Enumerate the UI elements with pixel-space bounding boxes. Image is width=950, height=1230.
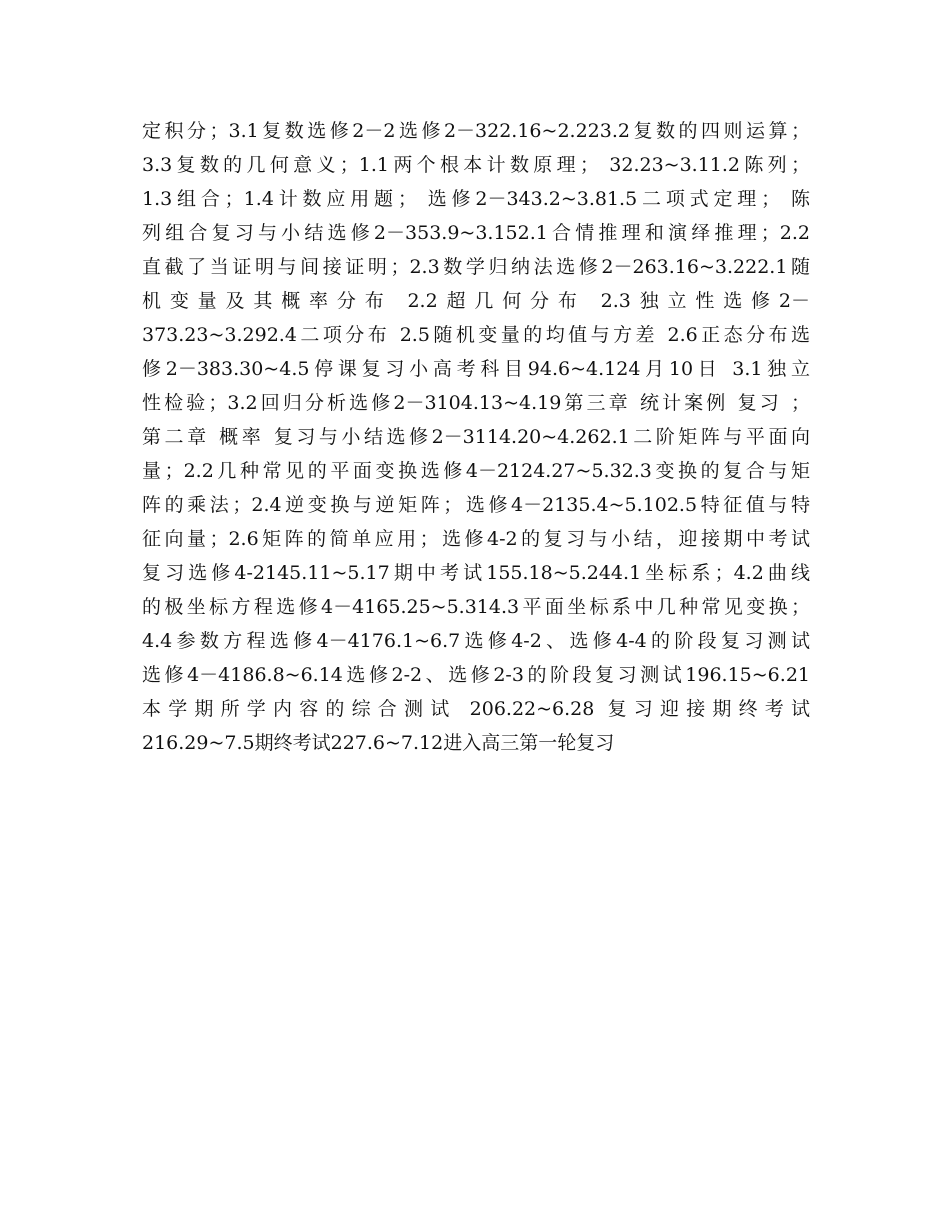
text-line-4: 列组合复习与小结选修2－353.9~3.152.1合情推理和演绎推理；2.2: [142, 222, 810, 244]
text-line-2: 3.3复数的几何意义；1.1两个根本计数原理； 32.23~3.11.2陈列；: [142, 154, 810, 176]
text-line-16: 4.4参数方程选修4－4176.1~6.7选修4-2、选修4-4的阶段复习测试: [142, 630, 810, 652]
body-text: [142, 114, 810, 760]
text-line-14: 复习选修4-2145.11~5.17期中考试155.18~5.244.1坐标系；4.2曲线: [142, 562, 810, 584]
text-line-10: 第二章 概率 复习与小结选修2－3114.20~4.262.1二阶矩阵与平面向: [142, 426, 810, 448]
text-line-5: 直截了当证明与间接证明；2.3数学归纳法选修2－263.16~3.222.1随: [142, 256, 810, 278]
text-line-18: 本学期所学内容的综合测试 206.22~6.28 复习迎接期终考试: [142, 698, 810, 720]
text-line-6: 机变量及其概率分布 2.2超几何分布 2.3独立性选修2－: [142, 290, 810, 312]
text-line-11: 量；2.2几种常见的平面变换选修4－2124.27~5.32.3变换的复合与矩: [142, 460, 810, 482]
text-line-7: 373.23~3.292.4二项分布 2.5随机变量的均值与方差 2.6正态分布选: [142, 324, 810, 346]
text-line-19: 216.29~7.5期终考试227.6~7.12进入高三第一轮复习: [142, 732, 615, 754]
text-line-3: 1.3组合；1.4计数应用题； 选修2－343.2~3.81.5二项式定理； 陈: [142, 188, 810, 210]
text-line-17: 选修4－4186.8~6.14选修2-2、选修2-3的阶段复习测试196.15~6.21: [142, 664, 810, 686]
text-line-1: 定积分；3.1复数选修2－2选修2－322.16~2.223.2复数的四则运算；: [142, 120, 810, 142]
text-line-13: 征向量；2.6矩阵的简单应用；选修4-2的复习与小结，迎接期中考试: [142, 528, 810, 550]
text-line-15: 的极坐标方程选修4－4165.25~5.314.3平面坐标系中几种常见变换；: [142, 596, 810, 618]
text-line-8: 修2－383.30~4.5停课复习小高考科目94.6~4.124月10日 3.1独立: [142, 358, 810, 380]
text-line-12: 阵的乘法；2.4逆变换与逆矩阵；选修4－2135.4~5.102.5特征值与特: [142, 494, 810, 516]
text-line-9: 性检验；3.2回归分析选修2－3104.13~4.19第三章 统计案例 复习 ；: [142, 392, 810, 414]
